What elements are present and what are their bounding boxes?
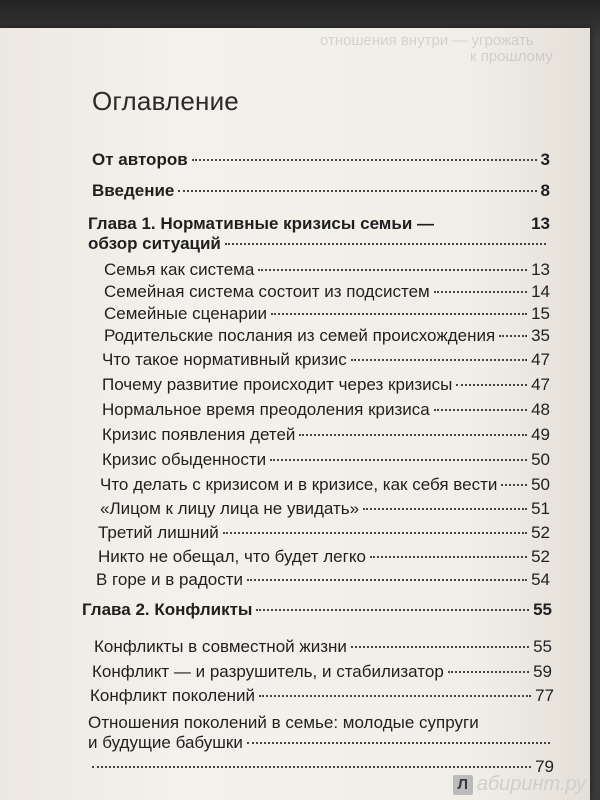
- toc-entry-label: Кризис обыденности: [102, 450, 267, 469]
- toc-entry[interactable]: [102, 350, 550, 370]
- toc-entry-chapter-1[interactable]: [88, 214, 550, 254]
- toc-entry-label: Конфликт — и разрушитель, и стабилизатор: [92, 662, 444, 681]
- toc-entry-label: Введение: [92, 181, 175, 200]
- toc-entry-label: Глава 2. Конфликты: [82, 600, 253, 619]
- toc-entry-label: Почему развитие происходит через кризисы: [102, 375, 453, 394]
- toc-entry-label: Нормальное время преодоления кризиса: [102, 400, 430, 419]
- toc-entry-page: 15: [531, 304, 550, 323]
- dot-leader: [351, 359, 527, 361]
- toc-entry-label: Кризис появления детей: [102, 425, 296, 444]
- dot-leader: [448, 671, 529, 673]
- toc-entry[interactable]: [104, 282, 550, 302]
- dot-leader: [256, 609, 529, 611]
- dot-leader: [499, 335, 527, 337]
- toc-entry-label: От авторов: [92, 150, 188, 169]
- toc-entry-label: Семейные сценарии: [104, 304, 267, 323]
- toc-entry-page: 14: [531, 282, 550, 301]
- toc-entry[interactable]: [96, 570, 550, 590]
- toc-entry-page: 3: [540, 150, 550, 169]
- toc-entry-two-line[interactable]: [88, 713, 554, 777]
- dot-leader: [370, 556, 527, 558]
- toc-entry-page: 51: [531, 499, 550, 518]
- toc-entry-label: «Лицом к лицу лица не увидать»: [100, 499, 360, 518]
- toc-entry-page: 13: [531, 214, 550, 233]
- toc-entry[interactable]: [98, 523, 550, 543]
- dot-leader: [92, 766, 531, 768]
- toc-entry-page: 52: [531, 523, 550, 542]
- toc-entry-page: 47: [531, 350, 550, 369]
- toc-entry-page: 55: [533, 637, 552, 656]
- toc-entry-chapter-2[interactable]: [82, 600, 552, 620]
- toc-entry[interactable]: [104, 260, 550, 280]
- dot-leader: [247, 579, 527, 581]
- toc-entry-label: Третий лишний: [98, 523, 219, 542]
- dot-leader: [192, 159, 537, 161]
- toc-entry[interactable]: [100, 475, 550, 495]
- toc-entry[interactable]: [104, 326, 550, 346]
- toc-entry-page: 35: [531, 326, 550, 345]
- toc-entry-page: 8: [540, 181, 550, 200]
- toc-entry-page: 55: [533, 600, 552, 619]
- toc-entry-page: 13: [531, 260, 550, 279]
- toc-entry[interactable]: [102, 375, 550, 395]
- dot-leader: [434, 409, 527, 411]
- dot-leader: [178, 190, 536, 192]
- dot-leader: [456, 384, 527, 386]
- toc-entry-page: 59: [533, 662, 552, 681]
- toc-entry-label: Родительские послания из семей происхождения: [104, 326, 496, 345]
- toc-entry-label-line2: и будущие бабушки: [88, 733, 243, 752]
- dot-leader: [351, 646, 529, 648]
- toc-entry-label: Что такое нормативный кризис: [102, 350, 347, 369]
- dot-leader: [363, 508, 527, 510]
- toc-entry-page: 50: [531, 450, 550, 469]
- toc-entry-label: Что делать с кризисом и в кризисе, как себя вести: [100, 475, 498, 494]
- dot-leader: [501, 484, 527, 486]
- toc-entry[interactable]: [102, 400, 550, 420]
- toc-entry-page: 52: [531, 547, 550, 566]
- toc-entry-page: 48: [531, 400, 550, 419]
- toc-entry-page: 47: [531, 375, 550, 394]
- toc-entry-label: Семья как система: [104, 260, 255, 279]
- toc-entry-label: Никто не обещал, что будет легко: [98, 547, 366, 566]
- toc-entry[interactable]: [104, 304, 550, 324]
- watermark-text: абиринт.ру: [476, 773, 586, 795]
- toc-entry-page: 79: [535, 757, 554, 776]
- toc-entry[interactable]: [102, 425, 550, 445]
- toc-entry-label: Конфликт поколений: [90, 686, 256, 705]
- dot-leader: [247, 742, 550, 744]
- toc-entry-page: 54: [531, 570, 550, 589]
- dot-leader: [434, 291, 527, 293]
- toc-entry-label: В горе и в радости: [96, 570, 244, 589]
- toc-entry-page: 77: [535, 686, 554, 705]
- labirint-watermark: [453, 773, 586, 796]
- toc-entry-from-authors[interactable]: [92, 150, 550, 170]
- dot-leader: [223, 532, 527, 534]
- toc-entry-label-line1: Отношения поколений в семье: молодые супруги: [88, 713, 479, 732]
- dot-leader: [259, 695, 531, 697]
- toc-entry[interactable]: [94, 637, 552, 657]
- labirint-logo-icon: Л: [453, 775, 473, 795]
- dot-leader: [270, 459, 527, 461]
- toc-entry[interactable]: [92, 662, 552, 682]
- toc-title: Оглавление: [92, 86, 239, 116]
- toc-entry-label-line2: обзор ситуаций: [88, 234, 221, 253]
- dot-leader: [225, 243, 546, 245]
- toc-entry-introduction[interactable]: [92, 181, 550, 201]
- dot-leader: [258, 269, 527, 271]
- toc-entry-label-line1: Глава 1. Нормативные кризисы семьи —: [88, 214, 434, 233]
- dot-leader: [271, 313, 527, 315]
- dot-leader: [299, 434, 527, 436]
- toc-entry-page: 49: [531, 425, 550, 444]
- toc-entry[interactable]: [102, 450, 550, 470]
- toc-entry-label: Конфликты в совместной жизни: [94, 637, 347, 656]
- toc-entry[interactable]: [100, 499, 550, 519]
- toc-entry-page: 50: [531, 475, 550, 494]
- toc-entry[interactable]: [90, 686, 554, 706]
- toc-entry-label: Семейная система состоит из подсистем: [104, 282, 430, 301]
- toc-entry[interactable]: [98, 547, 550, 567]
